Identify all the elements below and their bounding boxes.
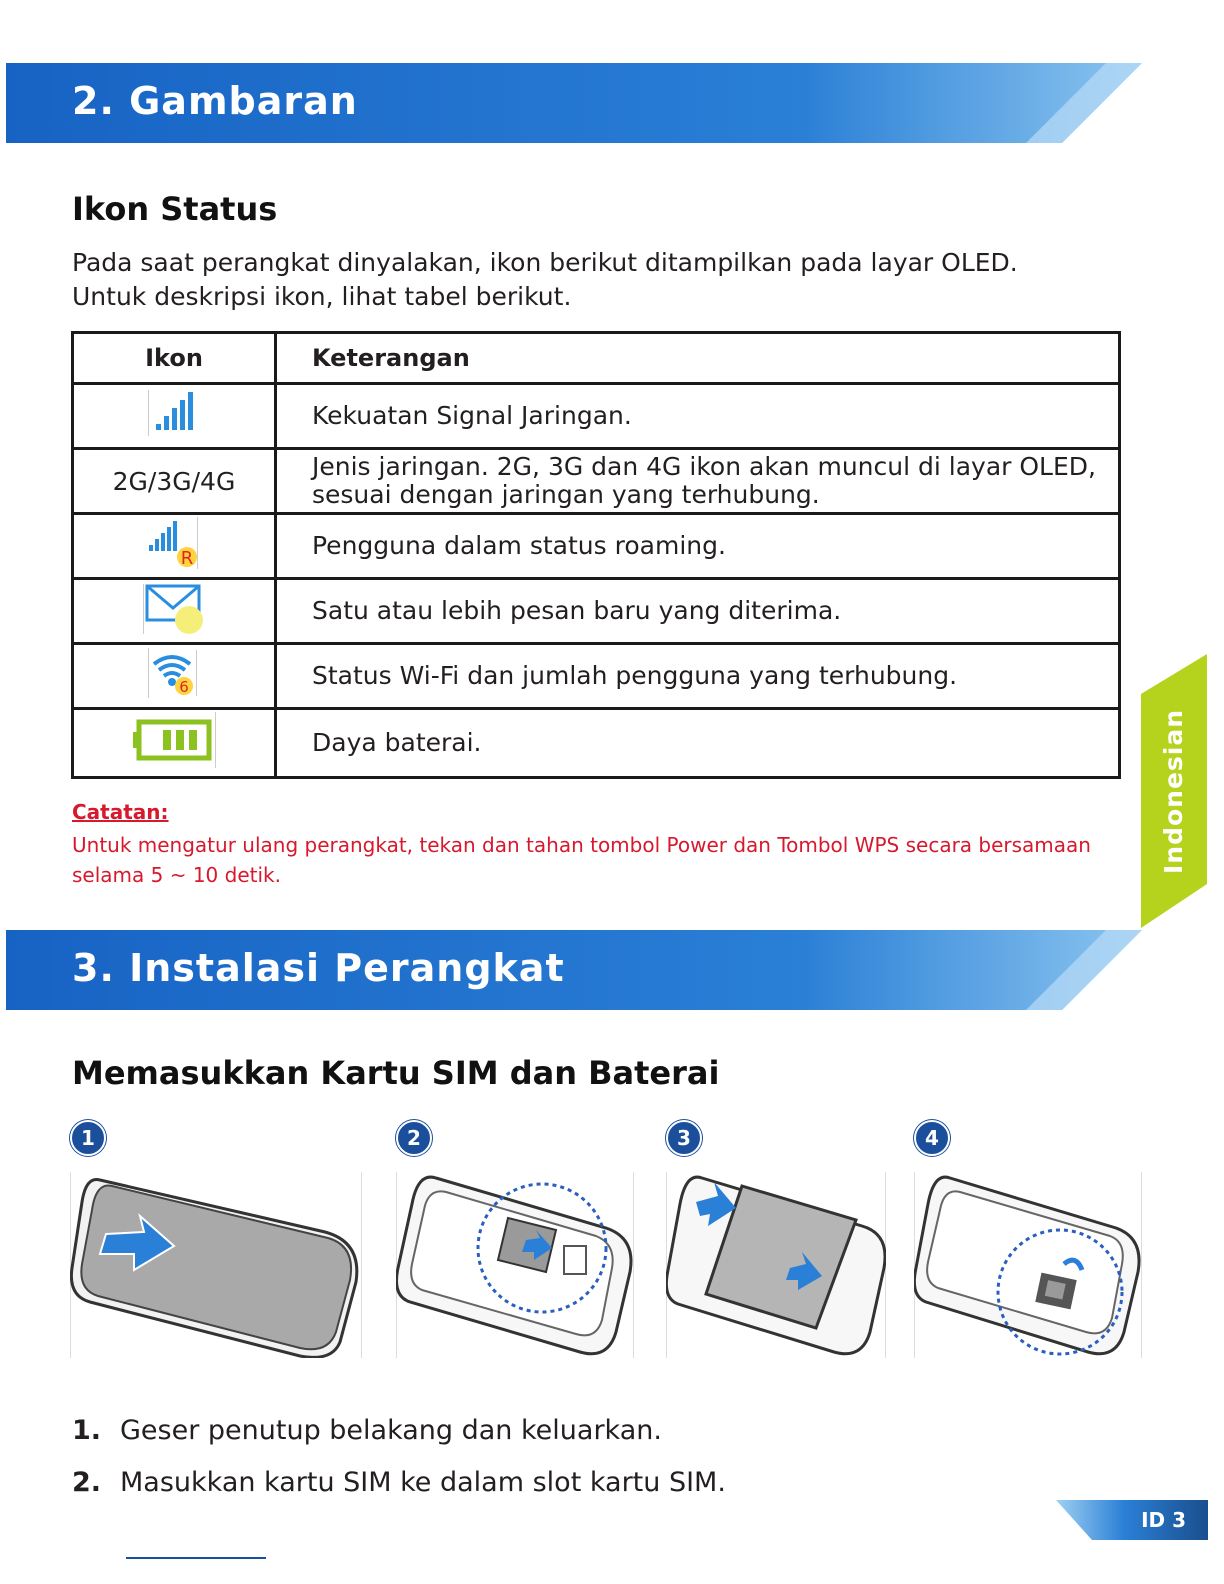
status-icon-table — [71, 331, 1121, 779]
table-row — [73, 644, 1120, 709]
status-heading: Ikon Status — [72, 190, 278, 228]
note-text — [72, 830, 1132, 890]
section-banner-3 — [6, 930, 1142, 1010]
section-banner-2 — [6, 63, 1142, 143]
note-line: Untuk mengatur ulang perangkat, tekan dan tahan tombol Power dan Tombol WPS secara bersamaan — [72, 833, 1091, 857]
step-number-1: 1 — [70, 1120, 106, 1156]
section-title: 2. Gambaran — [72, 79, 358, 123]
list-item-text: Masukkan kartu SIM ke dalam slot kartu SIM. — [120, 1466, 726, 1498]
roaming-badge: R — [180, 548, 194, 569]
insert-sim-illustration — [396, 1172, 634, 1358]
intro-line: Untuk deskripsi ikon, lihat tabel berikut. — [72, 282, 572, 311]
envelope-icon — [141, 580, 207, 636]
section-title: 3. Instalasi Perangkat — [72, 946, 565, 990]
table-row — [73, 579, 1120, 644]
wifi-users-icon — [146, 646, 202, 700]
language-label-box — [1148, 706, 1200, 876]
column-header-icon: Ikon — [73, 333, 276, 384]
list-item-text: Geser penutup belakang dan keluarkan. — [120, 1414, 662, 1446]
step-number-2: 2 — [396, 1120, 432, 1156]
description-cell: Daya baterai. — [276, 709, 1120, 778]
remove-cover-illustration — [70, 1172, 362, 1358]
list-item-number: 1. — [72, 1414, 102, 1446]
note-block — [72, 800, 1132, 890]
install-heading: Memasukkan Kartu SIM dan Baterai — [72, 1054, 720, 1092]
description-line: sesuai dengan jaringan yang terhubung. — [312, 480, 820, 509]
description-line: Jenis jaringan. 2G, 3G dan 4G ikon akan muncul di layar OLED, — [312, 452, 1096, 481]
intro-text — [72, 246, 1018, 314]
description-cell — [276, 449, 1120, 514]
table-row — [73, 384, 1120, 449]
list-item — [72, 1456, 726, 1508]
icon-cell — [73, 644, 276, 709]
intro-line: Pada saat perangkat dinyalakan, ikon berikut ditampilkan pada layar OLED. — [72, 248, 1018, 277]
description-cell: Kekuatan Signal Jaringan. — [276, 384, 1120, 449]
icon-cell — [73, 579, 276, 644]
roaming-icon — [143, 515, 205, 571]
table-row — [73, 709, 1120, 778]
description-cell: Satu atau lebih pesan baru yang diterima. — [276, 579, 1120, 644]
insert-battery-illustration — [666, 1172, 886, 1358]
icon-cell — [73, 709, 276, 778]
table-row — [73, 449, 1120, 514]
table-row — [73, 514, 1120, 579]
note-label: Catatan: — [72, 800, 169, 824]
list-item-number: 2. — [72, 1466, 102, 1498]
step-number-3: 3 — [666, 1120, 702, 1156]
footer-rule — [126, 1557, 266, 1559]
note-line: selama 5 ~ 10 detik. — [72, 863, 281, 887]
signal-bars-icon — [144, 388, 204, 438]
icon-cell — [73, 384, 276, 449]
icon-cell: 2G/3G/4G — [73, 449, 276, 514]
wifi-users-badge: 6 — [179, 678, 189, 696]
step-number-4: 4 — [914, 1120, 950, 1156]
battery-icon — [129, 710, 219, 770]
page-number: ID 3 — [1141, 1508, 1186, 1532]
table-header-row — [73, 333, 1120, 384]
insert-memory-card-illustration — [914, 1172, 1142, 1358]
install-steps — [72, 1404, 726, 1508]
list-item — [72, 1404, 726, 1456]
description-cell: Status Wi-Fi dan jumlah pengguna yang terhubung. — [276, 644, 1120, 709]
icon-cell — [73, 514, 276, 579]
page-number-tab — [1056, 1500, 1208, 1540]
language-label: Indonesian — [1159, 708, 1189, 874]
column-header-description: Keterangan — [276, 333, 1120, 384]
description-cell: Pengguna dalam status roaming. — [276, 514, 1120, 579]
